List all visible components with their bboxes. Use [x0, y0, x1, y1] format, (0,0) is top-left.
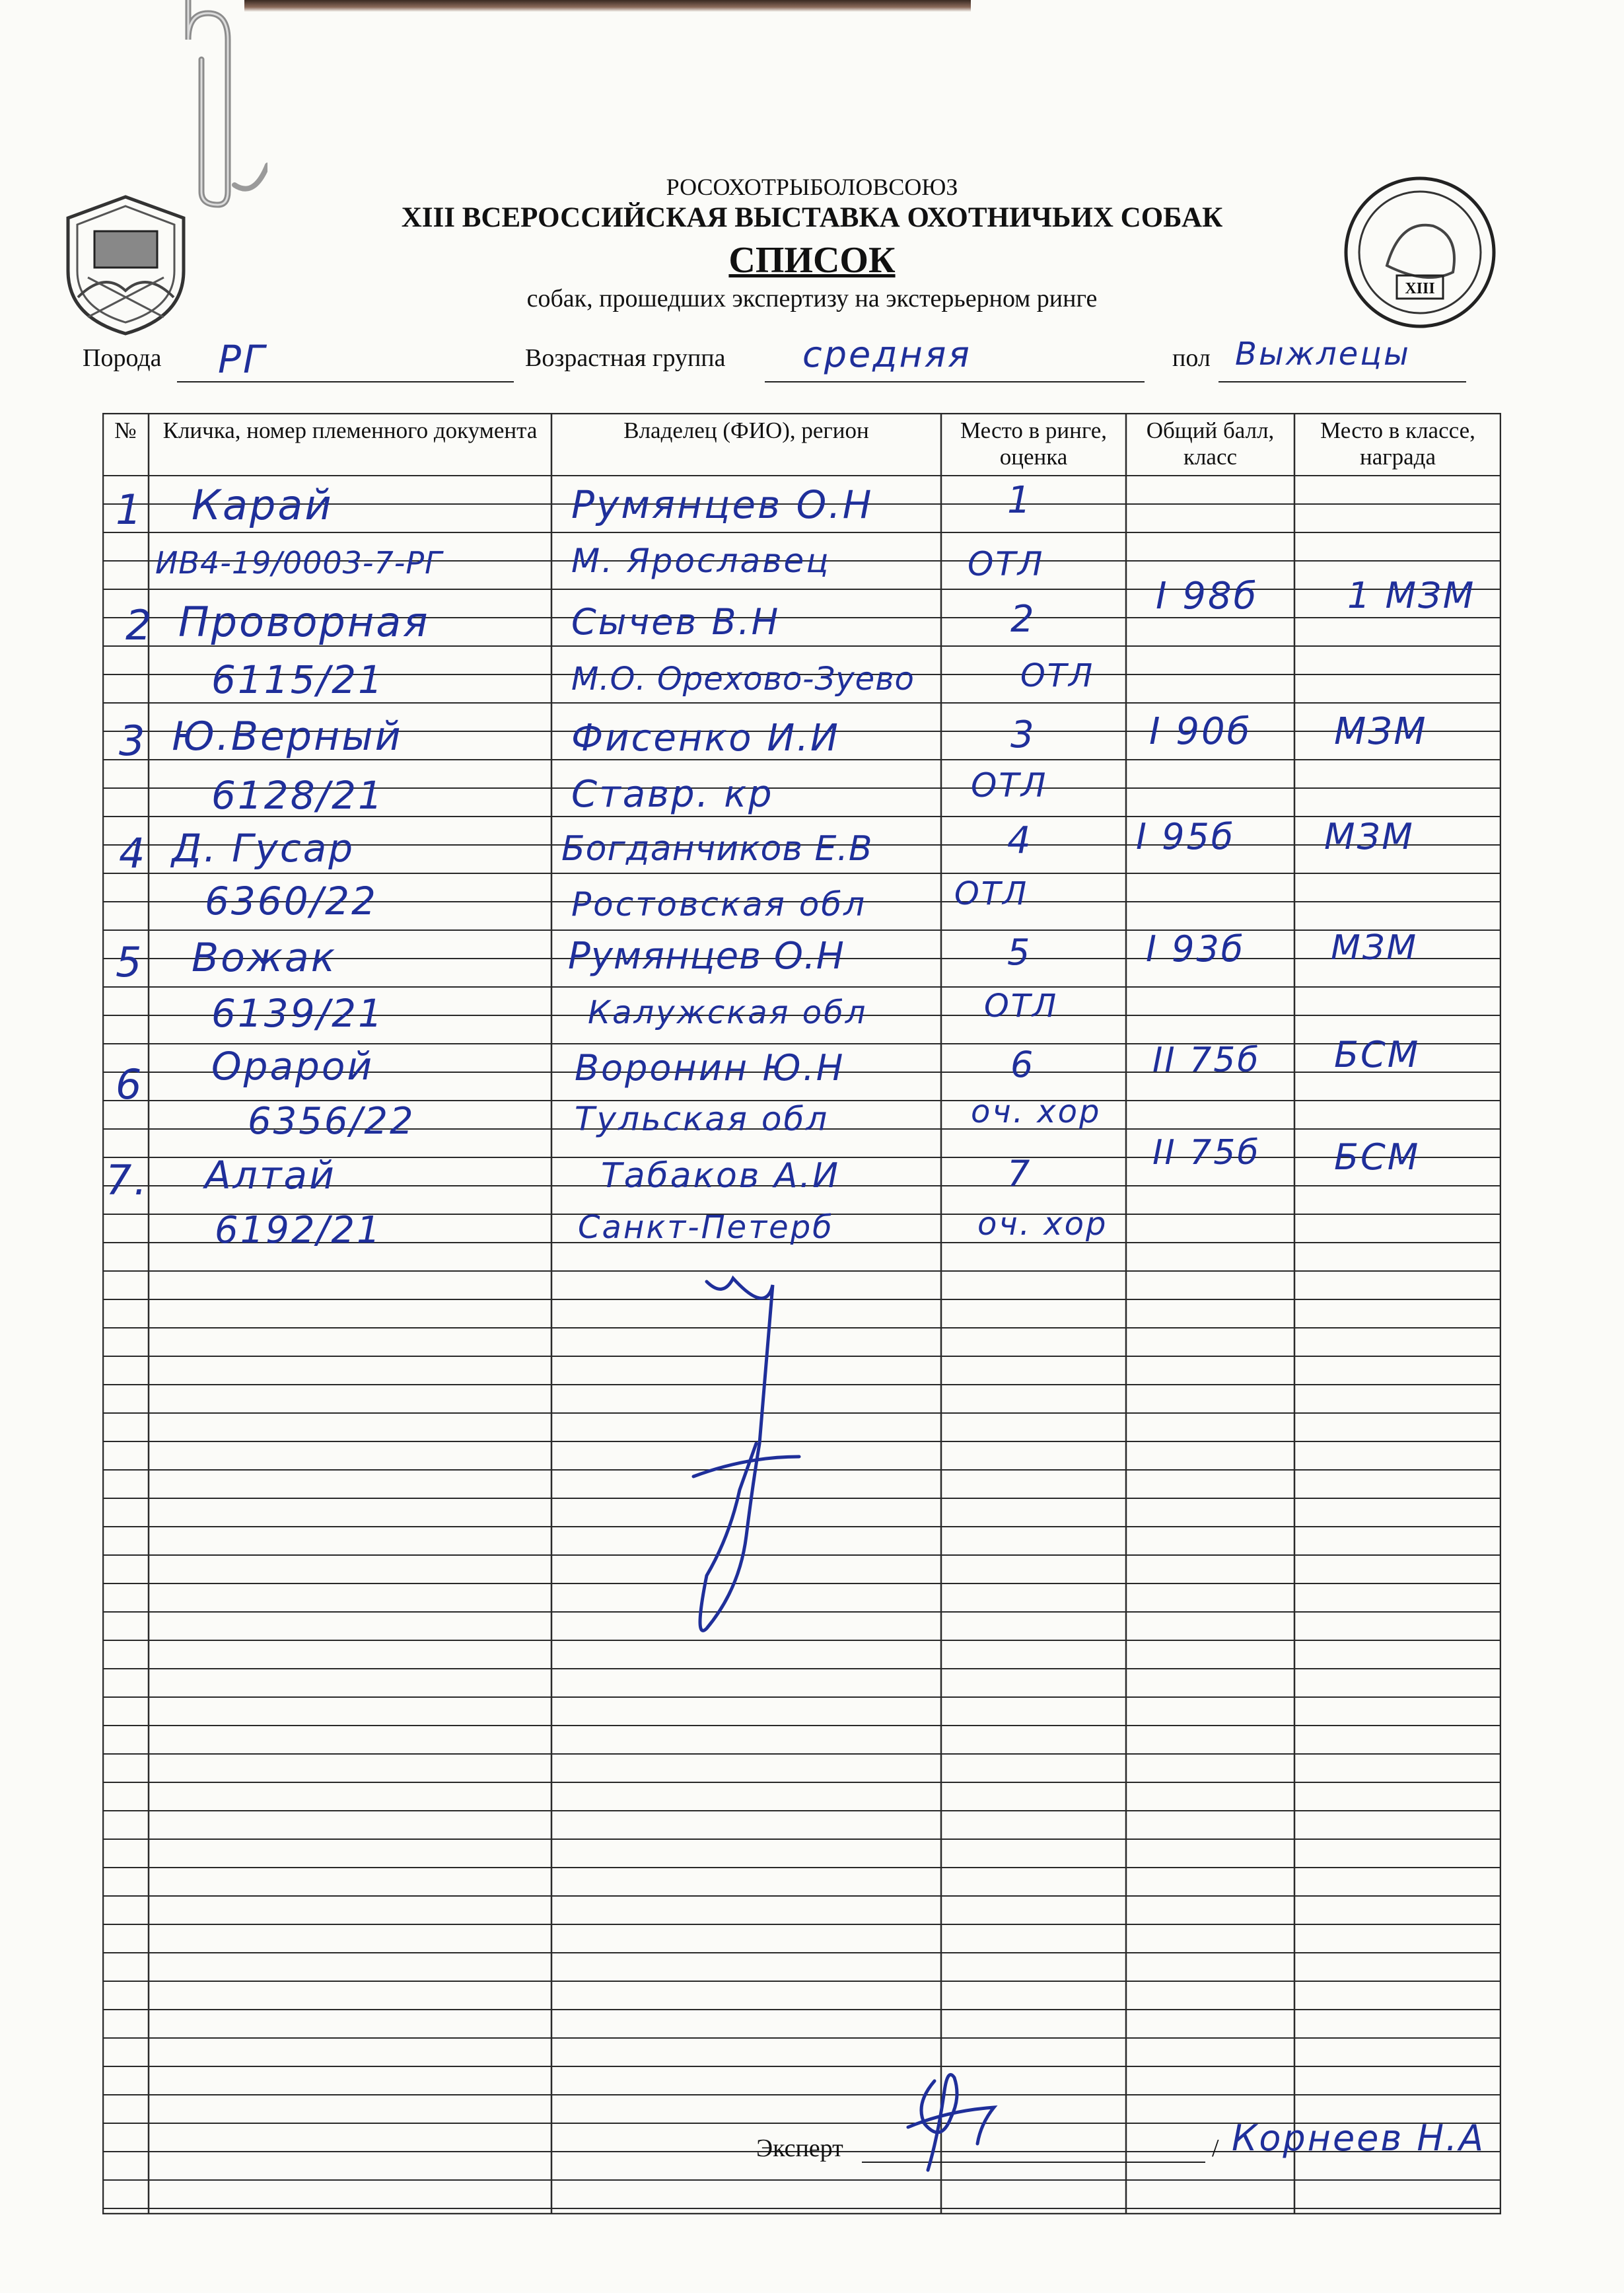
- entry-score: II 75б: [1152, 1133, 1261, 1173]
- entry-score: II 75б: [1152, 1040, 1261, 1080]
- entry-score: I 98б: [1156, 575, 1259, 618]
- header-number: №: [114, 418, 137, 443]
- document-title: СПИСОК: [728, 240, 896, 281]
- entry-dog-name: Алтай: [205, 1153, 336, 1198]
- entry-score: I 95б: [1136, 816, 1236, 857]
- entry-dog-name: Орарой: [211, 1044, 374, 1089]
- entry-award: МЗМ: [1331, 928, 1419, 968]
- sex-value: Выжлецы: [1235, 336, 1411, 373]
- entry-number: 6: [116, 1060, 144, 1109]
- entry-owner: Табаков А.И: [601, 1156, 840, 1196]
- entry-grade: оч. хор: [977, 1206, 1108, 1243]
- expert-separator: /: [1212, 2134, 1219, 2162]
- entry-dog-name: Д. Гусар: [172, 826, 355, 871]
- entry-region: Калужская обл: [588, 994, 868, 1031]
- entry-dog-name: Вожак: [192, 935, 337, 981]
- entry-grade: ОТЛ: [1020, 657, 1095, 694]
- header-award: Место в классе, награда: [1320, 418, 1475, 470]
- entry-place: 1: [1007, 479, 1033, 522]
- entry-region: Ставр. кр: [571, 773, 774, 816]
- entry-owner: Румянцев О.Н: [571, 482, 874, 527]
- entry-score: I 90б: [1149, 710, 1252, 753]
- entry-number: 3: [119, 717, 147, 765]
- entry-place: 2: [1010, 598, 1036, 641]
- blank-rows-cancel-stroke: [667, 1258, 826, 1648]
- sex-label: пол: [1172, 344, 1211, 372]
- entry-dog-name: Карай: [192, 481, 334, 529]
- age-group-value: средняя: [802, 334, 971, 375]
- entry-owner: Фисенко И.И: [571, 717, 840, 760]
- entry-place: 4: [1007, 819, 1033, 862]
- entry-award: БСМ: [1334, 1034, 1421, 1075]
- expert-label: Эксперт: [756, 2134, 843, 2162]
- age-group-label: Возрастная группа: [525, 344, 726, 372]
- breed-label: Порода: [83, 344, 162, 372]
- header-place: Место в ринге, оценка: [960, 418, 1108, 470]
- header-score: Общий балл, класс: [1146, 418, 1275, 470]
- sex-underline: [1218, 381, 1466, 382]
- entry-region: Ростовская обл: [571, 885, 867, 924]
- entry-grade: ОТЛ: [954, 875, 1029, 912]
- entry-dog-name: Ю.Верный: [172, 713, 403, 760]
- entry-document: ИВ4-19/0003-7-РГ: [155, 545, 442, 581]
- entry-award: МЗМ: [1334, 710, 1428, 753]
- entry-region: Санкт-Петерб: [578, 1209, 834, 1246]
- entry-grade: ОТЛ: [971, 766, 1048, 805]
- exhibition-name: XIII ВСЕРОССИЙСКАЯ ВЫСТАВКА ОХОТНИЧЬИХ СОБАК: [401, 202, 1223, 233]
- entry-place: 7: [1007, 1153, 1032, 1194]
- entry-number: 1: [116, 486, 144, 534]
- organization-name: РОСОХОТРЫБОЛОВСОЮЗ: [666, 174, 958, 200]
- entry-owner: Богданчиков Е.В: [561, 829, 873, 869]
- entry-place: 5: [1007, 931, 1032, 973]
- entry-award: МЗМ: [1324, 816, 1415, 857]
- header-name: Кличка, номер племенного документа: [162, 418, 538, 443]
- entry-document: 6139/21: [211, 991, 384, 1036]
- entry-number: 7.: [106, 1156, 149, 1204]
- entry-place: 6: [1010, 1044, 1036, 1085]
- age-group-underline: [765, 381, 1145, 382]
- header-owner: Владелец (ФИО), регион: [623, 418, 869, 443]
- entry-grade: оч. хор: [971, 1093, 1102, 1130]
- entry-award: 1 МЗМ: [1347, 575, 1476, 616]
- breed-value: РГ: [218, 337, 267, 382]
- entry-owner: Сычев В.Н: [571, 601, 781, 643]
- entry-grade: ОТЛ: [984, 988, 1059, 1025]
- entry-dog-name: Проворная: [178, 598, 430, 646]
- entry-document: 6128/21: [211, 773, 384, 818]
- document-subtitle: собак, прошедших экспертизу на экстерьерном ринге: [526, 285, 1098, 312]
- entry-grade: ОТЛ: [968, 545, 1045, 583]
- entry-score: I 93б: [1146, 928, 1246, 970]
- entry-document: 6360/22: [205, 879, 378, 924]
- entry-number: 2: [125, 601, 154, 649]
- entry-place: 3: [1010, 713, 1036, 756]
- entry-owner: Румянцев О.Н: [568, 935, 845, 978]
- entry-region: М. Ярославец: [571, 542, 831, 580]
- entry-award: БСМ: [1334, 1136, 1421, 1178]
- entry-region: М.О. Орехово-Зуево: [571, 661, 915, 698]
- entry-region: Тульская обл: [575, 1100, 830, 1138]
- entry-document: 6356/22: [248, 1100, 415, 1143]
- page-top-edge: [244, 0, 971, 12]
- expert-signature: [888, 2064, 1007, 2180]
- expert-name: Корнеев Н.А: [1232, 2117, 1486, 2159]
- entry-owner: Воронин Ю.Н: [575, 1047, 845, 1089]
- svg-text:XIII: XIII: [1405, 280, 1435, 297]
- entry-document: 6115/21: [211, 657, 384, 702]
- entry-number: 5: [116, 938, 144, 986]
- entry-number: 4: [119, 829, 147, 877]
- entry-document: 6192/21: [215, 1209, 382, 1252]
